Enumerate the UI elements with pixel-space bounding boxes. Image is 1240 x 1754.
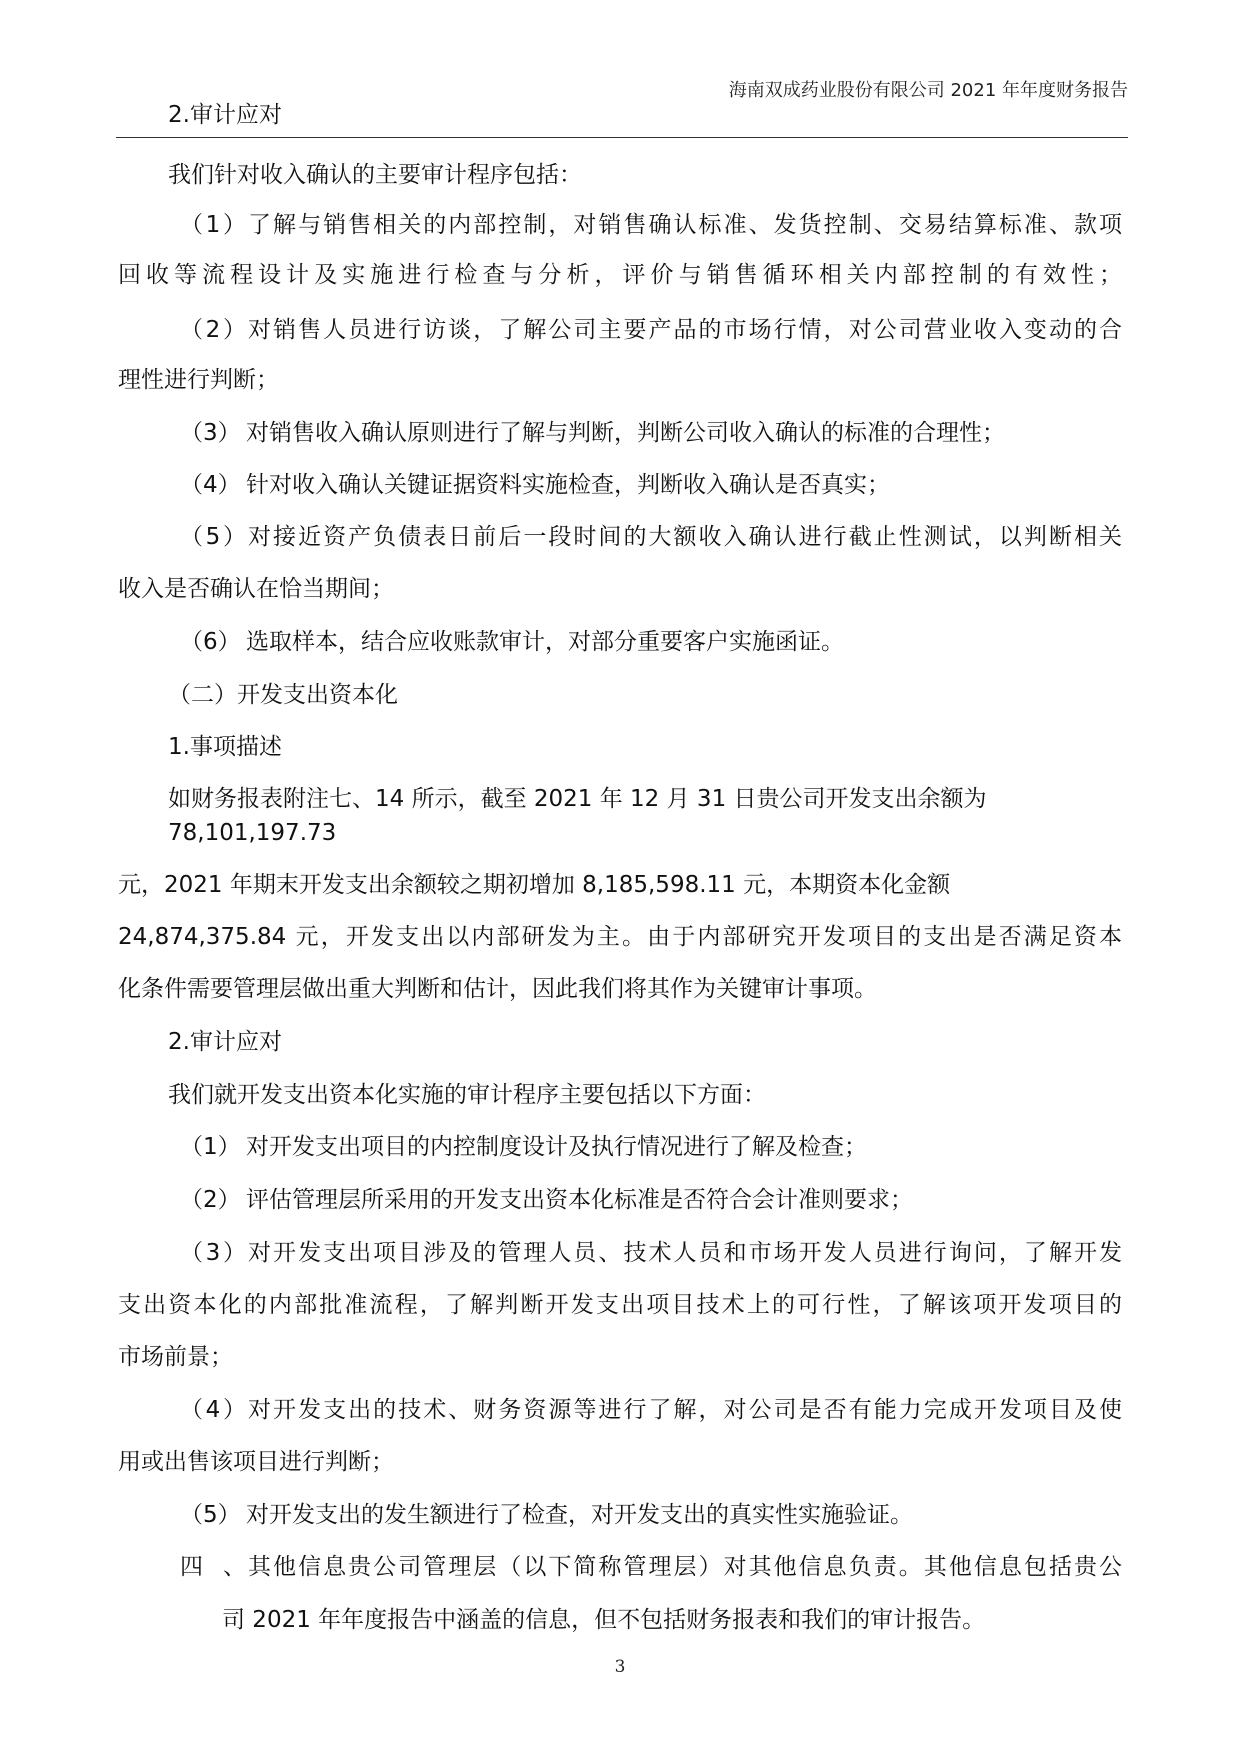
section-number: 四、: [180, 1554, 246, 1580]
paragraph-line: 我们针对收入确认的主要审计程序包括：: [168, 162, 582, 188]
list-number: （2）: [180, 1187, 241, 1213]
paragraph-line: 化条件需要管理层做出重大判断和估计，因此我们将其作为关键审计事项。: [118, 976, 877, 1002]
list-item-3: （3） 对销售收入确认原则进行了解与判断，判断公司收入确认的标准的合理性；: [180, 420, 1005, 446]
section-heading-description: 1.事项描述: [168, 734, 282, 760]
list-number: （5）: [180, 524, 246, 550]
header-divider: [116, 137, 1128, 138]
list-number: （4）: [180, 472, 241, 498]
section-heading-capitalization: （二）开发支出资本化: [168, 682, 398, 708]
list-item-2: （2）对销售人员进行访谈，了解公司主要产品的市场行情，对公司营业收入变动的合: [180, 317, 1122, 343]
list-item-4: （4）对开发支出的技术、财务资源等进行了解，对公司是否有能力完成开发项目及使: [180, 1397, 1122, 1423]
section-other-information: 四、其他信息贵公司管理层（以下简称管理层）对其他信息负责。其他信息包括贵公: [180, 1554, 1122, 1580]
list-item-5: （5）对接近资产负债表日前后一段时间的大额收入确认进行截止性测试，以判断相关: [180, 524, 1122, 550]
page-header: 海南双成药业股份有限公司 2021 年年度财务报告: [728, 80, 1128, 101]
page-number: 3: [614, 1657, 626, 1677]
paragraph-line: 回收等流程设计及实施进行检查与分析，评价与销售循环相关内部控制的有效性；: [118, 262, 1122, 288]
list-item-1: （1） 对开发支出项目的内控制度设计及执行情况进行了解及检查；: [180, 1134, 867, 1160]
paragraph-line: 我们就开发支出资本化实施的审计程序主要包括以下方面：: [168, 1082, 766, 1108]
paragraph-line: 24,874,375.84 元，开发支出以内部研发为主。由于内部研究开发项目的支出是否满足资本: [118, 924, 1122, 950]
list-item-3: （3）对开发支出项目涉及的管理人员、技术人员和市场开发人员进行询问，了解开发: [180, 1240, 1122, 1266]
list-item-1: （1）了解与销售相关的内部控制，对销售确认标准、发货控制、交易结算标准、款项: [180, 212, 1122, 238]
section-heading-audit-response: 2.审计应对: [168, 102, 282, 128]
list-number: （1）: [180, 212, 246, 238]
list-number: （1）: [180, 1134, 241, 1160]
list-number: （3）: [180, 420, 241, 446]
list-item-4: （4） 针对收入确认关键证据资料实施检查，判断收入确认是否真实；: [180, 472, 890, 498]
list-number: （3）: [180, 1240, 246, 1266]
paragraph-line: 收入是否确认在恰当期间；: [118, 576, 394, 602]
section-heading-audit-response: 2.审计应对: [168, 1029, 282, 1055]
paragraph-line: 元，2021 年期末开发支出余额较之期初增加 8,185,598.11 元，本期资本化金额: [118, 872, 951, 898]
list-number: （2）: [180, 317, 246, 343]
paragraph-line: 司 2021 年年度报告中涵盖的信息，但不包括财务报表和我们的审计报告。: [222, 1607, 986, 1633]
list-number: （4）: [180, 1397, 246, 1423]
paragraph-line: 78,101,197.73: [168, 820, 337, 846]
list-item-2: （2） 评估管理层所采用的开发支出资本化标准是否符合会计准则要求；: [180, 1187, 913, 1213]
list-number: （6）: [180, 629, 241, 655]
paragraph-line: 用或出售该项目进行判断；: [118, 1449, 394, 1475]
paragraph-line: 如财务报表附注七、14 所示，截至 2021 年 12 月 31 日贵公司开发支出余额为: [168, 786, 987, 812]
paragraph-line: 理性进行判断；: [118, 367, 279, 393]
list-item-5: （5） 对开发支出的发生额进行了检查，对开发支出的真实性实施验证。: [180, 1502, 913, 1528]
list-number: （5）: [180, 1502, 241, 1528]
paragraph-line: 支出资本化的内部批准流程，了解判断开发支出项目技术上的可行性，了解该项开发项目的: [118, 1292, 1122, 1318]
paragraph-line: 市场前景；: [118, 1344, 233, 1370]
list-item-6: （6） 选取样本，结合应收账款审计，对部分重要客户实施函证。: [180, 629, 844, 655]
